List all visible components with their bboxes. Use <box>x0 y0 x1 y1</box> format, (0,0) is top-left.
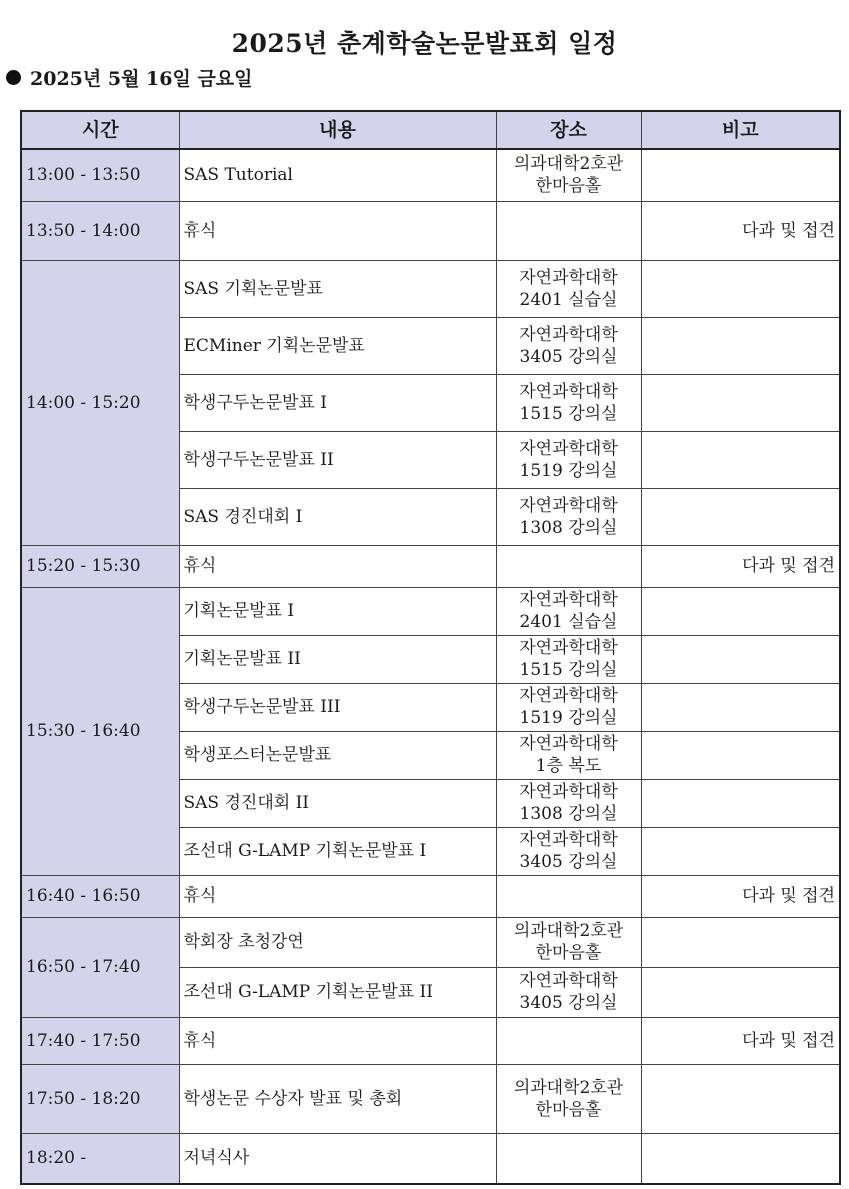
place-line: 1308 강의실 <box>519 517 618 538</box>
content-cell: SAS 기획논문발표 <box>179 260 496 317</box>
note-cell <box>641 1133 840 1184</box>
note-cell: 다과 및 접견 <box>641 1017 840 1064</box>
table-row <box>21 149 840 201</box>
place-cell <box>496 431 641 488</box>
note-cell <box>641 683 840 731</box>
place-line: 자연과학대학 <box>519 782 618 802</box>
place-line: 자연과학대학 <box>519 971 618 991</box>
table-row <box>21 545 840 587</box>
note-cell <box>641 587 840 635</box>
place-line: 2401 실습실 <box>519 612 618 632</box>
table-row <box>21 1064 840 1133</box>
place-line: 자연과학대학 <box>519 324 618 345</box>
date-text: 2025년 5월 16일 금요일 <box>30 68 253 90</box>
header-time: 시간 <box>21 111 179 149</box>
place-cell <box>496 317 641 374</box>
note-cell <box>641 1064 840 1133</box>
note-cell <box>641 779 840 827</box>
table-row <box>21 587 840 635</box>
place-line: 한마음홀 <box>535 943 602 963</box>
time-cell: 16:40 - 16:50 <box>21 875 179 917</box>
place-cell <box>496 149 641 201</box>
content-cell: 기획논문발표 II <box>179 635 496 683</box>
time-cell: 17:50 - 18:20 <box>21 1064 179 1133</box>
place-line: 1519 강의실 <box>519 708 618 728</box>
content-cell: SAS 경진대회 I <box>179 488 496 545</box>
place-cell <box>496 635 641 683</box>
place-line: 의과대학2호관 <box>513 1077 624 1098</box>
place-cell <box>496 967 641 1017</box>
place-cell <box>496 683 641 731</box>
document-title: 2025년 춘계학술논문발표회 일정 <box>231 29 618 58</box>
place-line: 자연과학대학 <box>519 267 618 288</box>
place-line: 자연과학대학 <box>519 830 618 850</box>
place-line: 3405 강의실 <box>519 993 618 1013</box>
place-line: 자연과학대학 <box>519 686 618 706</box>
note-cell <box>641 374 840 431</box>
place-line: 의과대학2호관 <box>513 921 624 941</box>
place-line: 1519 강의실 <box>519 460 618 481</box>
content-cell: 학생포스터논문발표 <box>179 731 496 779</box>
content-cell: 학생구두논문발표 I <box>179 374 496 431</box>
header-note: 비고 <box>641 111 840 149</box>
place-line: 한마음홀 <box>535 176 602 197</box>
bullet-icon <box>6 70 21 85</box>
note-cell <box>641 967 840 1017</box>
place-line: 3405 강의실 <box>519 346 618 367</box>
time-cell: 18:20 - <box>21 1133 179 1184</box>
header-row <box>21 111 840 149</box>
content-cell: 휴식 <box>179 201 496 260</box>
place-cell <box>496 1017 641 1064</box>
place-line: 1515 강의실 <box>519 660 618 680</box>
time-cell: 15:30 - 16:40 <box>21 587 179 875</box>
place-line: 자연과학대학 <box>519 590 618 610</box>
note-cell <box>641 488 840 545</box>
place-cell <box>496 488 641 545</box>
place-line: 2401 실습실 <box>519 289 618 310</box>
place-line: 한마음홀 <box>535 1099 602 1120</box>
header-place: 장소 <box>496 111 641 149</box>
note-cell <box>641 317 840 374</box>
content-cell: 휴식 <box>179 875 496 917</box>
content-cell: 저녁식사 <box>179 1133 496 1184</box>
place-cell <box>496 917 641 967</box>
content-cell: 기획논문발표 I <box>179 587 496 635</box>
place-cell <box>496 260 641 317</box>
place-line: 자연과학대학 <box>519 495 618 516</box>
header-content: 내용 <box>179 111 496 149</box>
table-row <box>21 1133 840 1184</box>
content-cell: 학생논문 수상자 발표 및 총회 <box>179 1064 496 1133</box>
place-cell <box>496 587 641 635</box>
place-cell <box>496 875 641 917</box>
note-cell <box>641 827 840 875</box>
table-row <box>21 201 840 260</box>
note-cell <box>641 431 840 488</box>
place-line: 자연과학대학 <box>519 381 618 402</box>
place-cell <box>496 545 641 587</box>
content-cell: 학회장 초청강연 <box>179 917 496 967</box>
place-cell <box>496 1064 641 1133</box>
time-cell: 15:20 - 15:30 <box>21 545 179 587</box>
time-cell: 17:40 - 17:50 <box>21 1017 179 1064</box>
time-cell: 14:00 - 15:20 <box>21 260 179 545</box>
place-line: 자연과학대학 <box>519 438 618 459</box>
note-cell <box>641 635 840 683</box>
note-cell: 다과 및 접견 <box>641 545 840 587</box>
place-cell <box>496 731 641 779</box>
content-cell: SAS 경진대회 II <box>179 779 496 827</box>
table-row <box>21 260 840 317</box>
content-cell: 휴식 <box>179 1017 496 1064</box>
content-cell: 휴식 <box>179 545 496 587</box>
place-line: 1층 복도 <box>535 756 602 776</box>
note-cell <box>641 260 840 317</box>
time-cell: 13:00 - 13:50 <box>21 149 179 201</box>
place-line: 자연과학대학 <box>519 734 618 754</box>
note-cell: 다과 및 접견 <box>641 201 840 260</box>
note-cell <box>641 149 840 201</box>
place-cell <box>496 201 641 260</box>
content-cell: 조선대 G-LAMP 기획논문발표 I <box>179 827 496 875</box>
note-cell <box>641 731 840 779</box>
table-row <box>21 917 840 967</box>
place-line: 1515 강의실 <box>519 403 618 424</box>
content-cell: ECMiner 기획논문발표 <box>179 317 496 374</box>
note-cell: 다과 및 접견 <box>641 875 840 917</box>
time-cell: 16:50 - 17:40 <box>21 917 179 1017</box>
schedule-table <box>20 110 841 1185</box>
place-line: 1308 강의실 <box>519 804 618 824</box>
table-row <box>21 875 840 917</box>
time-cell: 13:50 - 14:00 <box>21 201 179 260</box>
place-cell <box>496 374 641 431</box>
place-cell <box>496 827 641 875</box>
table-row <box>21 1017 840 1064</box>
content-cell: 학생구두논문발표 II <box>179 431 496 488</box>
place-line: 의과대학2호관 <box>513 154 624 175</box>
place-cell <box>496 779 641 827</box>
place-line: 자연과학대학 <box>519 638 618 658</box>
content-cell: SAS Tutorial <box>179 149 496 201</box>
place-cell <box>496 1133 641 1184</box>
content-cell: 조선대 G-LAMP 기획논문발표 II <box>179 967 496 1017</box>
note-cell <box>641 917 840 967</box>
place-line: 3405 강의실 <box>519 852 618 872</box>
content-cell: 학생구두논문발표 III <box>179 683 496 731</box>
date-heading <box>6 64 253 91</box>
